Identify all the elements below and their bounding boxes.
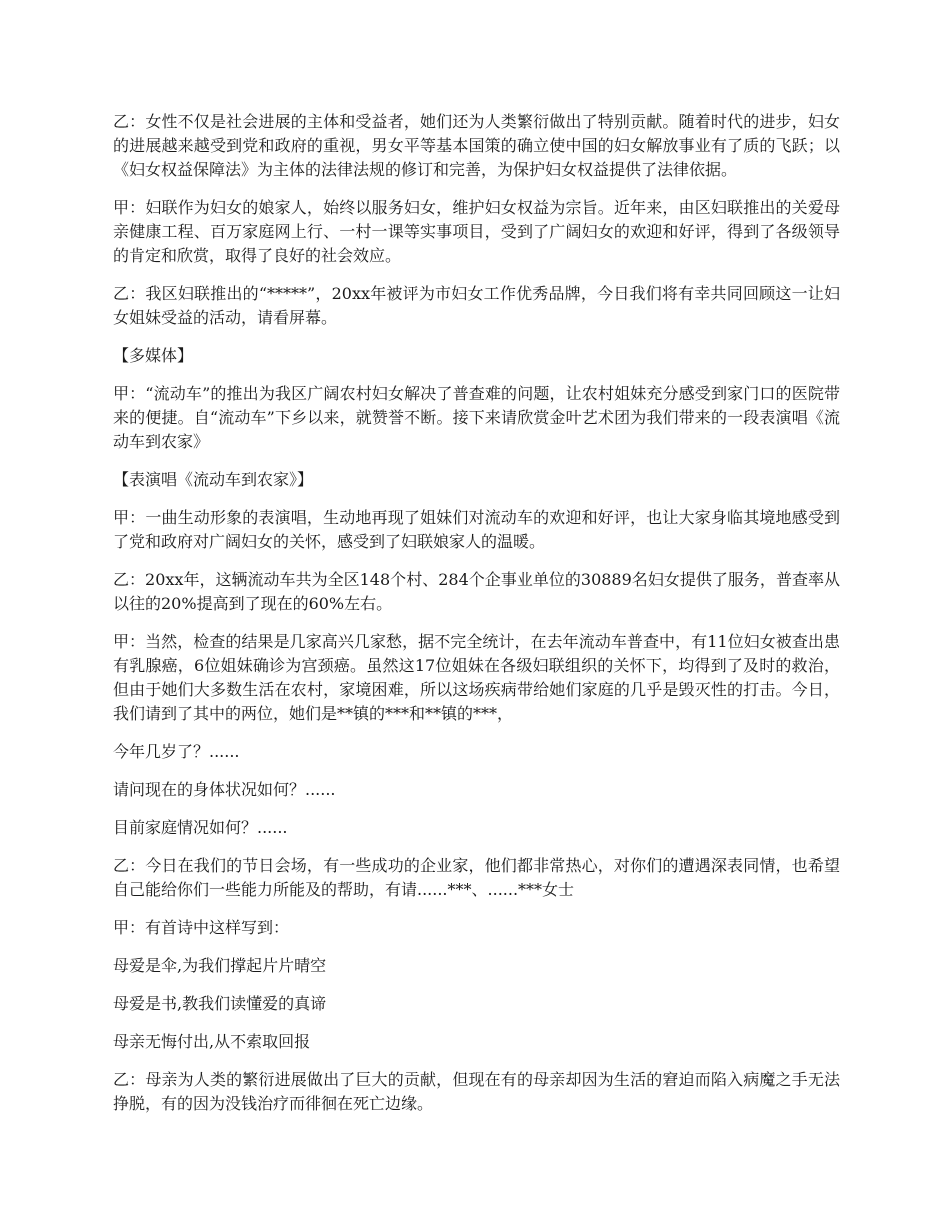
document-body [113,110,840,1130]
paragraph: 乙：20xx年，这辆流动车共为全区148个村、284个企事业单位的30889名妇女提供了服务，普查率从以往的20%提高到了现在的60%左右。 [113,570,840,613]
section-label-multimedia: 【多媒体】 [113,346,194,365]
paragraph: 甲：当然，检查的结果是几家高兴几家愁，据不完全统计，在去年流动车普查中，有11位妇女被查出患有乳腺癌，6位姐妹确诊为宫颈癌。虽然这17位姐妹在各级妇联组织的关怀下，均得到了及时的救治，但由于她们大多数生活在农村，家境困难，所以这场疾病带给她们家庭的几乎是毁灭性的打击。今日，我们请到了其中的两位，她们是**镇的***和**镇的***， [113,632,840,723]
section-label-performance: 【表演唱《流动车到农家》】 [113,470,314,489]
interview-question: 请问现在的身体状况如何？...... [113,780,336,799]
paragraph: 乙：我区妇联推出的“*****”，20xx年被评为市妇女工作优秀品牌，今日我们将有幸共同回顾这一让妇女姐妹受益的活动，请看屏幕。 [113,284,840,327]
paragraph: 乙：女性不仅是社会进展的主体和受益者，她们还为人类繁衍做出了特别贡献。随着时代的进步，妇女的进展越来越受到党和政府的重视，男女平等基本国策的确立使中国的妇女解放事业有了质的飞跃；以《妇女权益保障法》为主体的法律法规的修订和完善，为保护妇女权益提供了法律依据。 [113,112,840,179]
paragraph: 乙：母亲为人类的繁衍进展做出了巨大的贡献，但现在有的母亲却因为生活的窘迫而陷入病魔之手无法挣脱，有的因为没钱治疗而徘徊在死亡边缘。 [113,1070,840,1113]
interview-question: 今年几岁了？...... [113,742,240,761]
paragraph: 甲：一曲生动形象的表演唱，生动地再现了姐妹们对流动车的欢迎和好评，也让大家身临其境地感受到了党和政府对广阔妇女的关怀，感受到了妇联娘家人的温暖。 [113,508,840,551]
paragraph: 甲：“流动车”的推出为我区广阔农村妇女解决了普查难的问题，让农村姐妹充分感受到家门口的医院带来的便捷。自“流动车”下乡以来，就赞誉不断。接下来请欣赏金叶艺术团为我们带来的一段表演唱《流动车到农家》 [113,384,840,451]
poem-line: 母亲无悔付出,从不索取回报 [113,1032,311,1051]
paragraph: 甲：有首诗中这样写到： [113,918,290,937]
interview-question: 目前家庭情况如何？...... [113,818,288,837]
paragraph: 乙：今日在我们的节日会场，有一些成功的企业家，他们都非常热心，对你们的遭遇深表同情，也希望自己能给你们一些能力所能及的帮助，有请......***、......***女士 [113,856,840,899]
paragraph: 甲：妇联作为妇女的娘家人，始终以服务妇女，维护妇女权益为宗旨。近年来，由区妇联推出的关爱母亲健康工程、百万家庭网上行、一村一课等实事项目，受到了广阔妇女的欢迎和好评，得到了各级领导的肯定和欣赏，取得了良好的社会效应。 [113,198,840,265]
poem-line: 母爱是书,教我们读懂爱的真谛 [113,994,327,1013]
poem-line: 母爱是伞,为我们撑起片片晴空 [113,956,327,975]
